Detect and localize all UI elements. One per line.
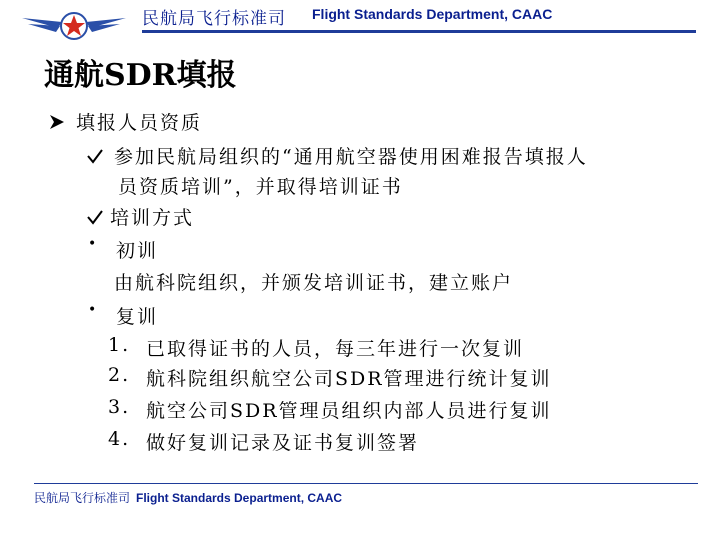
- qualification-line-1: 参加民航局组织的“通用航空器使用困难报告填报人: [114, 146, 588, 168]
- recurrent-step-text: 航科院组织航空公司SDR管理进行统计复训: [146, 368, 552, 390]
- recurrent-step-num: 2.: [108, 364, 131, 386]
- recurrent-step-text: 做好复训记录及证书复训签署: [146, 432, 420, 454]
- training-method-heading: 培训方式: [110, 207, 195, 229]
- dot-bullet-icon: •: [88, 236, 97, 252]
- check-mark-icon: [86, 147, 104, 165]
- arrow-bullet-icon: [48, 113, 66, 131]
- check-mark-icon: [86, 208, 104, 226]
- section-heading: 填报人员资质: [76, 112, 203, 134]
- footer-org-cn: 民航局飞行标准司: [34, 491, 131, 505]
- qualification-line-2: 员资质培训”，并取得培训证书: [118, 176, 403, 198]
- initial-training-desc: 由航科院组织，并颁发培训证书，建立账户: [114, 272, 514, 294]
- header-org-en: Flight Standards Department, CAAC: [312, 6, 553, 22]
- caac-wings-emblem-icon: [18, 4, 130, 46]
- recurrent-step-text: 航空公司SDR管理员组织内部人员进行复训: [146, 400, 552, 422]
- dot-bullet-icon: •: [88, 302, 97, 318]
- recurrent-step-text: 已取得证书的人员，每三年进行一次复训: [146, 338, 525, 360]
- recurrent-step-num: 3.: [108, 396, 131, 418]
- footer: [34, 489, 342, 506]
- header-org-cn: 民航局飞行标准司: [142, 9, 286, 29]
- initial-training-label: 初训: [116, 240, 159, 262]
- slide-title: 通航SDR填报: [44, 58, 237, 93]
- footer-divider: [34, 483, 698, 484]
- footer-org-en: Flight Standards Department, CAAC: [136, 491, 343, 505]
- recurrent-step-num: 1.: [108, 334, 131, 356]
- header-divider: [142, 30, 696, 33]
- recurrent-training-label: 复训: [116, 306, 159, 328]
- recurrent-step-num: 4.: [108, 428, 131, 450]
